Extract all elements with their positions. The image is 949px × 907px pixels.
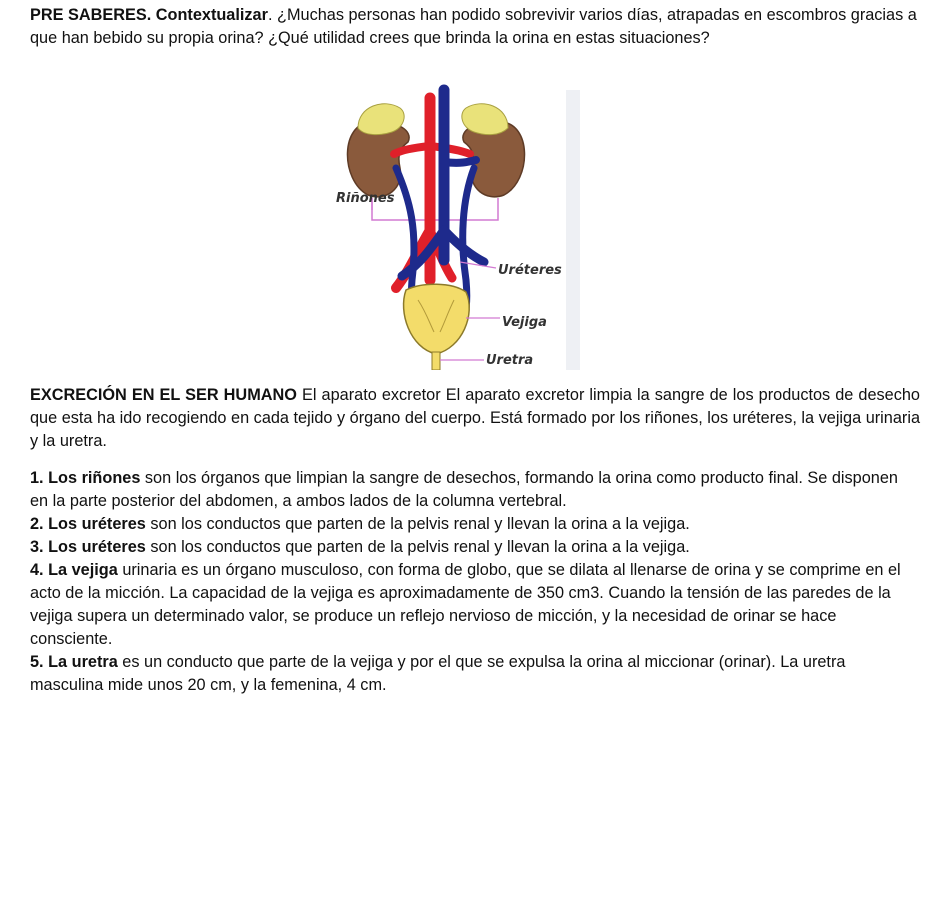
label-urethra: Uretra (486, 353, 534, 368)
list-item-text: son los conductos que parten de la pelvis renal y llevan la orina a la vejiga. (145, 538, 690, 556)
list-item-lead: 1. Los riñones (30, 469, 141, 487)
organ-list (30, 467, 920, 697)
list-item (30, 536, 920, 559)
list-item-lead: 4. La vejiga (30, 561, 118, 579)
intro-paragraph (30, 4, 920, 50)
list-item (30, 513, 920, 536)
list-item-text: son los órganos que limpian la sangre de desechos, formando la orina como producto final. Se disponen en la parte posterior del abdomen, a ambos lados de la columna vertebral. (30, 469, 898, 510)
list-item (30, 467, 920, 513)
list-item-text: son los conductos que parten de la pelvis renal y llevan la orina a la vejiga. (145, 515, 690, 533)
list-item (30, 559, 920, 651)
right-renal-artery (430, 146, 470, 154)
document-page (30, 4, 920, 697)
figure-edge-strip (566, 90, 580, 370)
renal-vein (444, 160, 476, 163)
list-item-text: es un conducto que parte de la vejiga y por el que se expulsa la orina al miccionar (orinar). La uretra masculina mide unos 20 cm, y la femenina, 4 cm. (30, 653, 846, 694)
label-bladder: Vejiga (502, 315, 547, 330)
right-adrenal-gland (462, 104, 508, 135)
intro-label: PRE SABERES. Contextualizar (30, 6, 268, 24)
label-ureters: Uréteres (498, 263, 562, 278)
list-item-lead: 5. La uretra (30, 653, 118, 671)
label-kidneys: Riñones (336, 191, 395, 206)
list-item-text: urinaria es un órgano musculoso, con forma de globo, que se dilata al llenarse de orina y se comprime en el acto de la micción. La capacidad de la vejiga es aproximadamente de 350 cm3. Cuando la tensión de las paredes de la vejiga supera un determinado valor, se produce un reflejo nervioso de micción, y la necesidad de orinar se hace consciente. (30, 561, 901, 648)
excretory-system-diagram (0, 50, 949, 370)
left-adrenal-gland (358, 104, 404, 135)
section-title: EXCRECIÓN EN EL SER HUMANO (30, 386, 297, 404)
bladder (404, 284, 470, 354)
list-item (30, 651, 920, 697)
urethra (432, 352, 440, 370)
list-item-lead: 2. Los uréteres (30, 515, 146, 533)
section-text: El aparato excretor El aparato excretor limpia la sangre de los productos de desecho que esta ha ido recogiendo en cada tejido y órgano del cuerpo. Está formado por los riñones, los uréteres, la vejiga urinaria y la uretra. (30, 386, 920, 450)
excretory-system-figure (0, 50, 949, 370)
list-item-lead: 3. Los uréteres (30, 538, 146, 556)
section-paragraph (30, 384, 920, 453)
intro-text: . ¿Muchas personas han podido sobrevivir varios días, atrapadas en escombros gracias a que han bebido su propia orina? ¿Qué utilidad crees que brinda la orina en estas situaciones? (30, 6, 917, 47)
